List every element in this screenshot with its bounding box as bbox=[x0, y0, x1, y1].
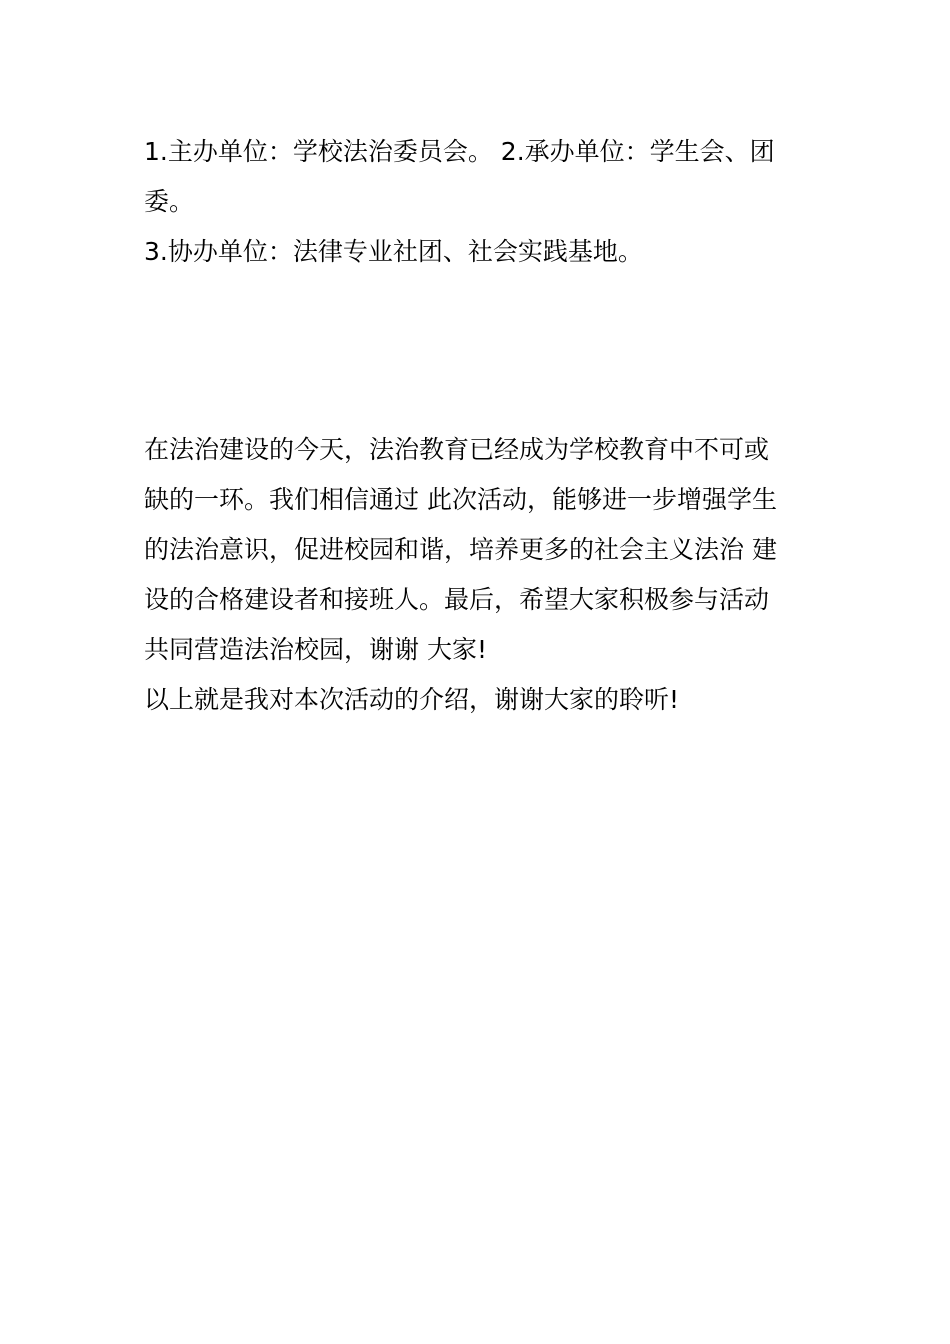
closing-line-2: 缺的一环。我们相信通过 此次活动，能够进一步增强学生 bbox=[144, 485, 777, 514]
closing-line-3: 的法治意识，促进校园和谐，培养更多的社会主义法治 建 bbox=[144, 535, 777, 564]
organizer-line-2: 委。 bbox=[144, 187, 195, 216]
closing-line-6: 以上就是我对本次活动的介绍，谢谢大家的聆听! bbox=[144, 685, 680, 714]
closing-line-5: 共同营造法治校园，谢谢 大家! bbox=[144, 635, 487, 664]
organizer-line-3: 3.协办单位：法律专业社团、社会实践基地。 bbox=[144, 237, 643, 266]
organizer-line-1: 1.主办单位：学校法治委员会。 2.承办单位：学生会、团 bbox=[144, 137, 775, 166]
closing-line-1: 在法治建设的今天，法治教育已经成为学校教育中不可或 bbox=[144, 435, 770, 464]
closing-line-4: 设的合格建设者和接班人。最后，希望大家积极参与活动 bbox=[144, 585, 770, 614]
